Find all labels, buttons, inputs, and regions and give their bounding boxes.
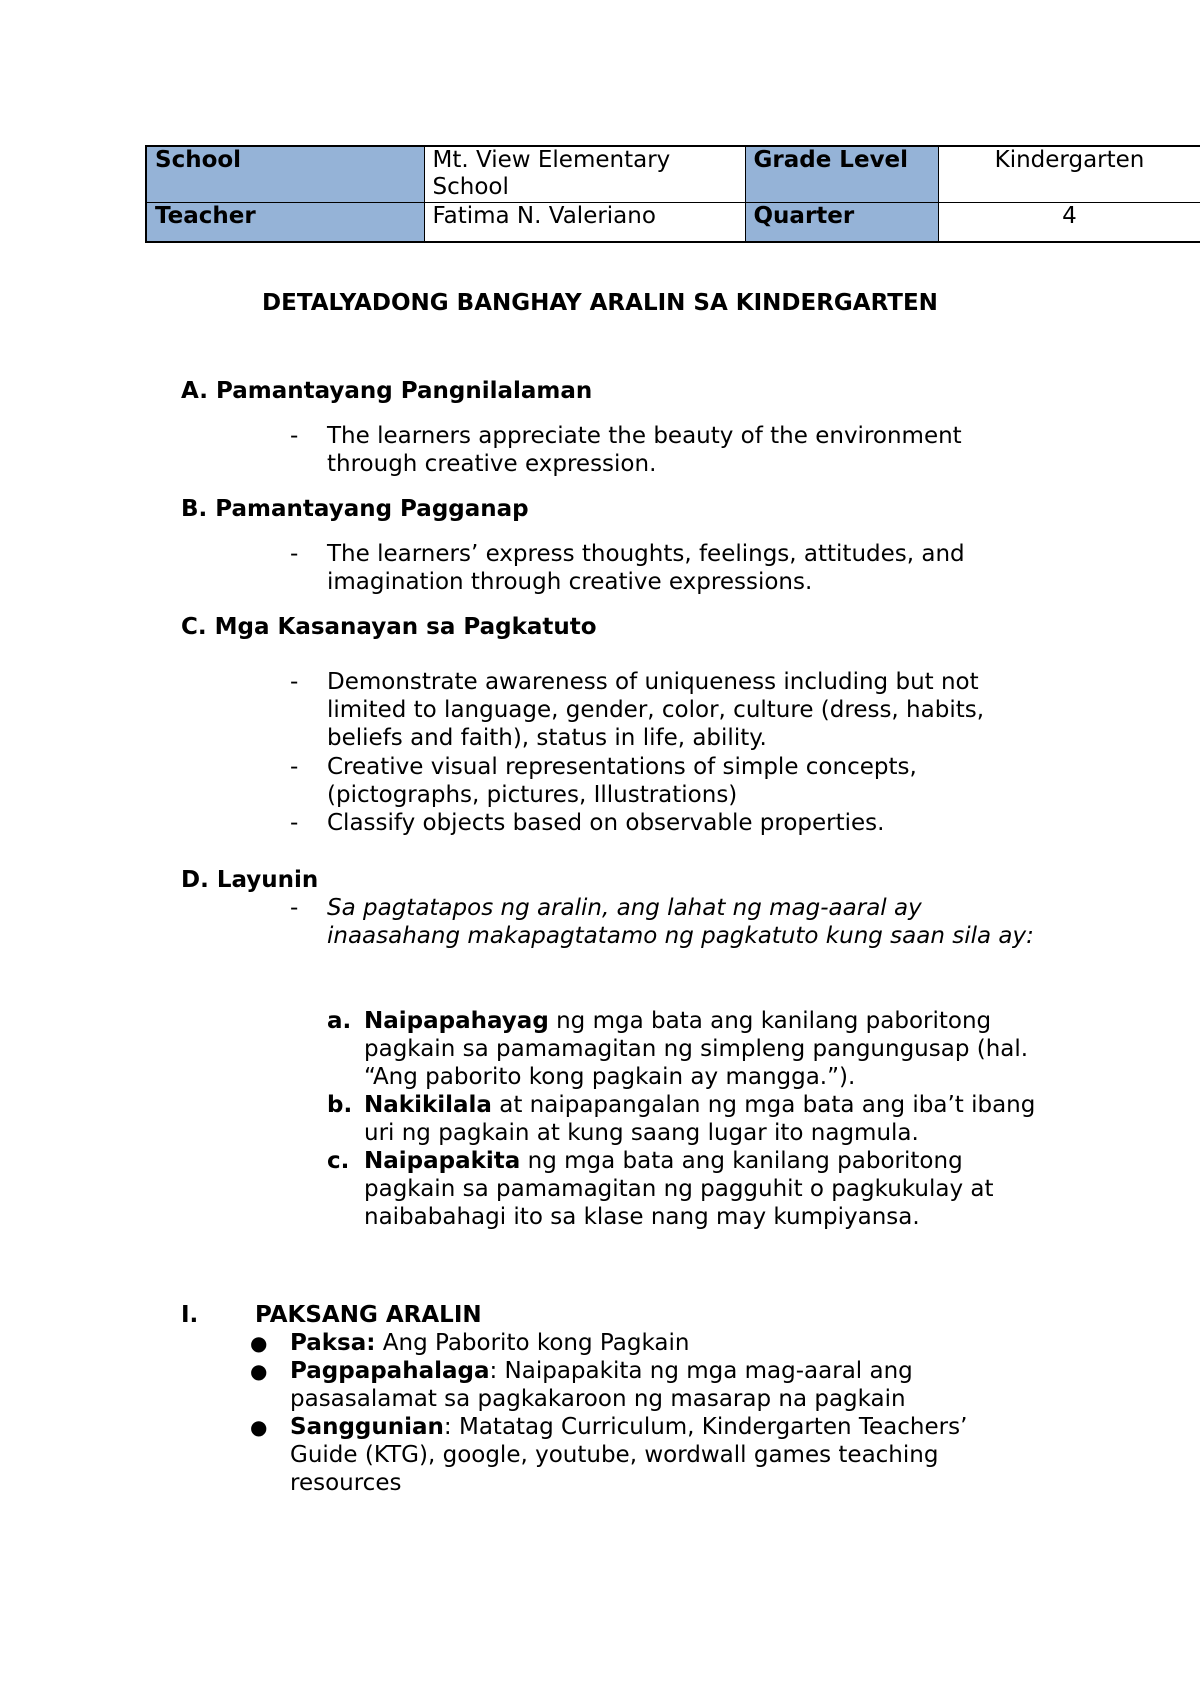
teacher-value: Fatima N. Valeriano [424,203,745,243]
school-label: School [146,146,424,203]
school-value: Mt. View Elementary School [424,146,745,203]
objective-marker: a. [327,1008,352,1034]
bullet-text: : Matatag Curriculum, Kindergarten Teachers’ Guide (KTG), google, youtube, wordwall games teaching resources [290,1414,968,1496]
section-c-heading: C. Mga Kasanayan sa Pagkatuto [181,614,597,640]
item-text: Classify objects based on observable properties. [327,810,885,836]
section-b-heading: B. Pamantayang Pagganap [181,496,529,522]
grade-level-label: Grade Level [745,146,938,203]
item-text: The learners appreciate the beauty of the environment through creative expression. [327,423,962,477]
bullet-text: : Naipapakita ng mga mag-aaral ang pasasalamat sa pagkakaroon ng masarap na pagkain [290,1358,913,1412]
bullet-item [250,1413,1010,1497]
bullet-icon: ● [250,1415,268,1439]
bullet-icon: ● [250,1359,268,1383]
section-d-heading: D. Layunin [181,867,319,893]
section-c-item [290,753,1050,809]
dash-marker: - [290,895,299,921]
intro-text: Sa pagtatapos ng aralin, ang lahat ng mag-aaral ay inaasahang makapagtatamo ng pagkatuto kung saan sila ay: [327,895,1034,949]
grade-level-value: Kindergarten [938,146,1200,203]
bullet-icon: ● [250,1331,268,1355]
objective-keyword: Naipapakita [364,1148,521,1174]
section-a-item [290,422,1050,478]
section-b-item [290,540,1050,596]
dash-marker: - [290,754,299,780]
quarter-label: Quarter [745,203,938,243]
objective-text: at naipapangalan ng mga bata ang iba’t ibang uri ng pagkain at kung saang lugar ito nagmula. [364,1092,1036,1146]
objective-item [327,1007,1057,1091]
school-info-table [145,145,1200,243]
objective-text: ng mga bata ang kanilang paboritong pagkain sa pamamagitan ng pagguhit o pagkukulay at naibabahagi ito sa klase nang may kumpiyansa. [364,1148,994,1230]
document-title: DETALYADONG BANGHAY ARALIN SA KINDERGARTEN [262,290,938,316]
section-c-item [290,668,1050,752]
section-a-heading: A. Pamantayang Pangnilalaman [181,378,593,404]
bullet-item [250,1329,1010,1357]
dash-marker: - [290,669,299,695]
objective-item [327,1147,1057,1231]
objective-marker: c. [327,1148,350,1174]
section-i-title: PAKSANG ARALIN [255,1302,482,1328]
dash-marker: - [290,423,299,449]
item-text: Demonstrate awareness of uniqueness including but not limited to language, gender, color, culture (dress, habits, beliefs and faith), status in life, ability. [327,669,985,751]
objective-text: ng mga bata ang kanilang paboritong pagkain sa pamamagitan ng simpleng pangungusap (hal. “Ang paborito kong pagkain ay mangga.”). [364,1008,1029,1090]
dash-marker: - [290,541,299,567]
bullet-label: Sanggunian [290,1414,444,1440]
section-d-intro [290,894,1050,950]
quarter-value: 4 [938,203,1200,243]
roman-numeral: I. [181,1302,199,1328]
teacher-label: Teacher [146,203,424,243]
bullet-text: Ang Paborito kong Pagkain [375,1330,690,1356]
bullet-label: Paksa: [290,1330,376,1356]
objective-keyword: Naipapahayag [364,1008,549,1034]
dash-marker: - [290,810,299,836]
item-text: Creative visual representations of simple concepts, (pictographs, pictures, Illustrations) [327,754,917,808]
objective-marker: b. [327,1092,353,1118]
objective-keyword: Nakikilala [364,1092,492,1118]
objective-item [327,1091,1057,1147]
bullet-label: Pagpapahalaga [290,1358,490,1384]
item-text: The learners’ express thoughts, feelings, attitudes, and imagination through creative expressions. [327,541,965,595]
section-i-heading [181,1301,482,1329]
section-c-item [290,809,1050,837]
bullet-item [250,1357,1010,1413]
